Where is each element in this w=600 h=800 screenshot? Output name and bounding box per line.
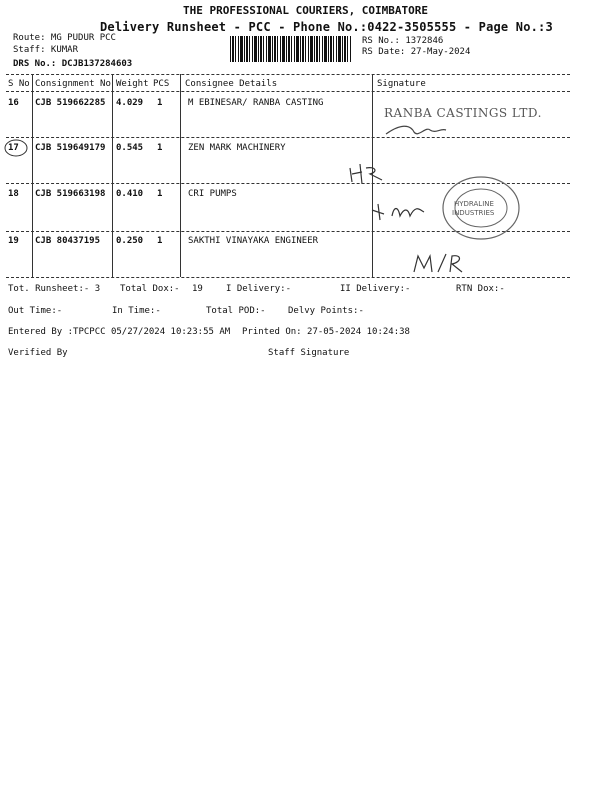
company-name: THE PROFESSIONAL COURIERS, COIMBATORE: [183, 4, 429, 17]
total-dox-value: 19: [192, 284, 203, 294]
signature-row17: [344, 158, 394, 188]
table-row-pcs: 1: [157, 143, 163, 153]
ranba-castings-stamp: RANBA CASTINGS LTD.: [384, 106, 542, 120]
out-time: Out Time:-: [8, 306, 63, 316]
table-row-sno: 17: [8, 143, 19, 153]
route: Route: MG PUDUR PCC: [13, 33, 116, 43]
rs-date: RS Date: 27-May-2024: [362, 47, 471, 57]
rs-number: RS No.: 1372846: [362, 36, 444, 46]
table-row-consignment: CJB 519662285: [35, 98, 106, 108]
total-dox-label: Total Dox:-: [120, 284, 180, 294]
table-row-weight: 4.029: [116, 98, 144, 108]
column-divider: [112, 74, 113, 277]
verified-by: Verified By: [8, 348, 68, 358]
table-row-sno: 16: [8, 98, 19, 108]
rtn-dox: RTN Dox:-: [456, 284, 505, 294]
table-row-consignee: ZEN MARK MACHINERY: [188, 143, 286, 153]
table-row-consignment: CJB 519649179: [35, 143, 106, 153]
col-header-signature: Signature: [377, 79, 426, 89]
drs-number: DRS No.: DCJB137284603: [13, 59, 133, 69]
runsheet-title: Delivery Runsheet - PCC - Phone No.:0422-3505555 - Page No.:3: [100, 20, 553, 34]
table-row-pcs: 1: [157, 236, 163, 246]
col-header-pcs: PCS: [153, 79, 170, 89]
barcode: [230, 36, 352, 62]
table-row-consignee: M EBINESAR/ RANBA CASTING: [188, 98, 324, 108]
printed-on: Printed On: 27-05-2024 10:24:38: [242, 327, 410, 337]
signature-row19: [410, 250, 466, 276]
i-delivery: I Delivery:-: [226, 284, 292, 294]
col-header-weight: Weight: [116, 79, 149, 89]
cri-stamp-line1: HYDRALINE: [454, 200, 494, 208]
table-row-consignment: CJB 80437195: [35, 236, 101, 246]
signature-row18: [368, 194, 448, 228]
entered-by: Entered By :TPCPCC 05/27/2024 10:23:55 AM: [8, 327, 231, 337]
row-rule: [6, 137, 570, 138]
col-header-consignment: Consignment No: [35, 79, 111, 89]
total-pod: Total POD:-: [206, 306, 266, 316]
cri-pumps-stamp: [438, 172, 524, 244]
table-row-consignee: CRI PUMPS: [188, 189, 237, 199]
table-row-sno: 19: [8, 236, 19, 246]
col-header-consignee: Consignee Details: [185, 79, 278, 89]
staff: Staff: KUMAR: [13, 45, 79, 55]
signature-row16: [380, 118, 470, 142]
hand-circle-mark: [3, 137, 31, 159]
column-divider: [180, 74, 181, 277]
cri-stamp-line2: INDUSTRIES: [452, 209, 495, 217]
col-header-sno: S No: [8, 79, 30, 89]
table-top-rule: [6, 74, 570, 75]
staff-signature: Staff Signature: [268, 348, 350, 358]
table-row-sno: 18: [8, 189, 19, 199]
tot-runsheet: Tot. Runsheet:- 3: [8, 284, 101, 294]
header-rule: [6, 91, 570, 92]
delvy-points: Delvy Points:-: [288, 306, 364, 316]
table-row-pcs: 1: [157, 98, 163, 108]
table-row-pcs: 1: [157, 189, 163, 199]
table-row-weight: 0.545: [116, 143, 144, 153]
column-divider: [32, 74, 33, 277]
in-time: In Time:-: [112, 306, 161, 316]
table-row-consignee: SAKTHI VINAYAKA ENGINEER: [188, 236, 319, 246]
table-row-weight: 0.410: [116, 189, 144, 199]
ii-delivery: II Delivery:-: [340, 284, 411, 294]
table-bottom-rule: [6, 277, 570, 278]
table-row-weight: 0.250: [116, 236, 144, 246]
table-row-consignment: CJB 519663198: [35, 189, 106, 199]
